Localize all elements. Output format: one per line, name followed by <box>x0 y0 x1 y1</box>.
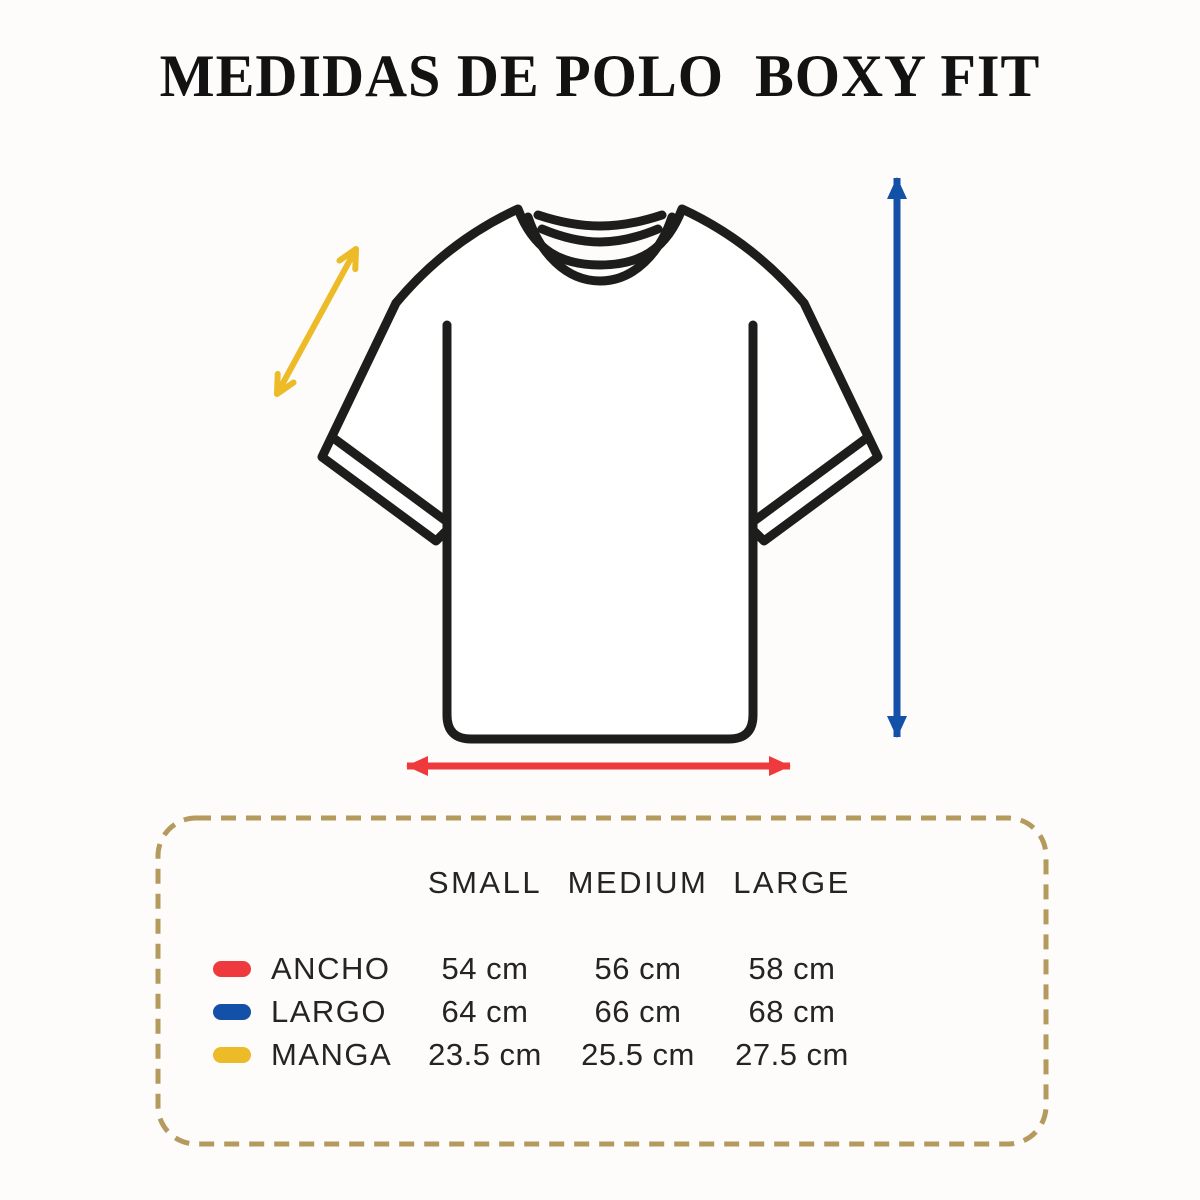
row-label-largo: LARGO <box>271 993 388 1029</box>
manga-color-swatch <box>213 1047 251 1063</box>
largo-color-swatch <box>213 1004 251 1020</box>
manga-medium-value: 25.5 cm <box>581 1036 695 1072</box>
page-title: MEDIDAS DE POLO BOXY FIT <box>159 43 1041 109</box>
ancho-large-value: 58 cm <box>748 950 836 986</box>
largo-small-value: 64 cm <box>441 993 529 1029</box>
ancho-small-value: 54 cm <box>441 950 529 986</box>
row-label-ancho: ANCHO <box>271 950 391 986</box>
size-table-header-row <box>410 865 1049 901</box>
size-table-body <box>213 947 1049 1076</box>
ancho-color-swatch <box>213 961 251 977</box>
shirt-measurement-diagram <box>0 130 1200 810</box>
table-row-largo <box>213 990 1049 1033</box>
table-row-manga <box>213 1033 1049 1076</box>
manga-sleeve-arrow <box>277 249 356 394</box>
size-table-panel <box>155 815 1049 1147</box>
column-header-small: SMALL <box>427 865 543 900</box>
table-row-ancho <box>213 947 1049 990</box>
size-table <box>155 815 1049 1147</box>
tshirt-outline-drawing <box>322 209 878 739</box>
ancho-medium-value: 56 cm <box>594 950 682 986</box>
tshirt-collar-back-lower <box>542 229 658 242</box>
row-label-manga: MANGA <box>271 1036 393 1072</box>
tshirt-silhouette <box>322 209 878 739</box>
tshirt-collar-back-upper <box>538 215 662 226</box>
manga-small-value: 23.5 cm <box>428 1036 542 1072</box>
manga-large-value: 27.5 cm <box>735 1036 849 1072</box>
largo-large-value: 68 cm <box>748 993 836 1029</box>
column-header-large: LARGE <box>733 865 851 900</box>
column-header-medium: MEDIUM <box>567 865 709 900</box>
largo-medium-value: 66 cm <box>594 993 682 1029</box>
